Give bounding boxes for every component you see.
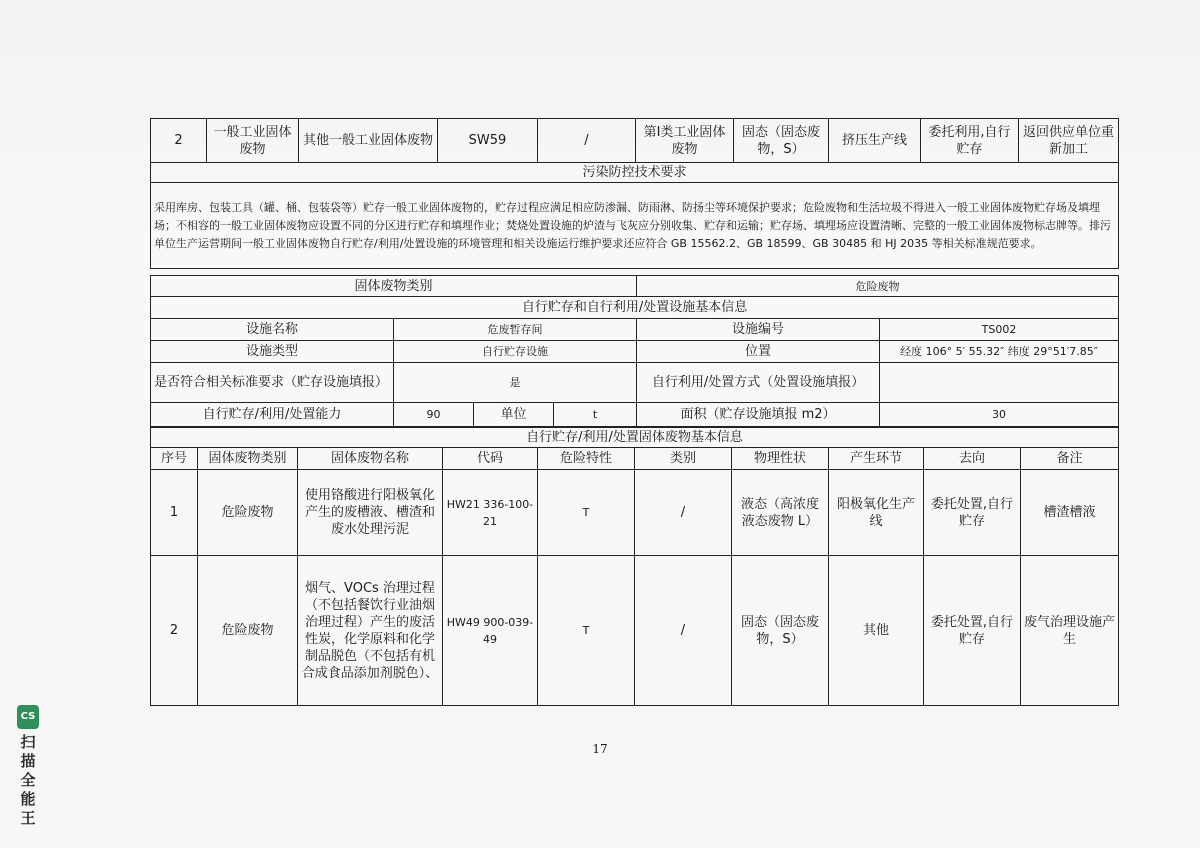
capacity-label: 自行贮存/利用/处置能力	[151, 403, 394, 427]
state-cell: 固态（固态废物，S）	[734, 119, 829, 163]
standard-value: 是	[394, 363, 637, 403]
header-cell: 固体废物名称	[298, 448, 443, 470]
state-cell: 液态（高浓度液态废物 L）	[732, 470, 829, 556]
code-cell: HW49 900-039-49	[443, 556, 538, 706]
standard-label: 是否符合相关标准要求（贮存设施填报）	[151, 363, 394, 403]
state-cell: 固态（固态废物，S）	[732, 556, 829, 706]
facility-name-label: 设施名称	[151, 319, 394, 341]
hazard-cell: T	[538, 470, 635, 556]
name-cell: 使用铬酸进行阳极氧化产生的废槽液、槽渣和废水处理污泥	[298, 470, 443, 556]
waste-class-value: 危险废物	[637, 276, 1119, 297]
capacity-value: 90	[394, 403, 474, 427]
document-table-area	[150, 118, 1118, 706]
unit-value: t	[554, 403, 637, 427]
facility-code-value: TS002	[880, 319, 1119, 341]
header-cell: 类别	[635, 448, 732, 470]
location-value: 经度 106° 5′ 55.32″ 纬度 29°51′7.85″	[880, 341, 1119, 363]
code-cell: HW21 336-100-21	[443, 470, 538, 556]
stage-cell: 阳极氧化生产线	[829, 470, 924, 556]
facility-name-value: 危废暂存间	[394, 319, 637, 341]
hazard-cell: /	[538, 119, 636, 163]
destination-cell: 委托利用,自行贮存	[921, 119, 1019, 163]
class-cell: 第Ⅰ类工业固体废物	[636, 119, 734, 163]
table-row	[151, 470, 1119, 556]
page-number: 17	[592, 742, 608, 756]
category-cell: 危险废物	[198, 470, 298, 556]
scanner-watermark: 扫描全能王	[20, 733, 36, 827]
header-cell: 备注	[1021, 448, 1119, 470]
table-row	[151, 556, 1119, 706]
header-cell: 产生环节	[829, 448, 924, 470]
header-row	[151, 448, 1119, 470]
header-cell: 危险特性	[538, 448, 635, 470]
remark-cell: 槽渣槽液	[1021, 470, 1119, 556]
class-cell: /	[635, 470, 732, 556]
table-row	[151, 119, 1119, 163]
waste-info-table	[150, 427, 1119, 706]
pollution-requirements-text: 采用库房、包装工具（罐、桶、包装袋等）贮存一般工业固体废物的，贮存过程应满足相应防渗漏、防雨淋、防扬尘等环境保护要求；危险废物和生活垃圾不得进入一般工业固体废物贮存场及填埋场；不相容的一般工业固体废物应设置不同的分区进行贮存和填埋作业；焚烧处置设施的炉渣与飞灰应分别收集、贮存和运输；贮存场、填埋场应设置清晰、完整的一般工业固体废物标志牌等。排污单位生产运营期间一般工业固体废物自行贮存/利用/处置设施的环境管理和相关设施运行维护要求还应符合 GB 15562.2、GB 18599、GB 30485 和 HJ 2035 等相关标准规范要求。	[151, 183, 1119, 269]
category-cell: 一般工业固体废物	[207, 119, 299, 163]
waste-class-label: 固体废物类别	[151, 276, 637, 297]
area-value: 30	[880, 403, 1119, 427]
scanner-logo-icon: CS	[17, 705, 39, 729]
name-cell: 烟气、VOCs 治理过程（不包括餐饮行业油烟治理过程）产生的废活性炭，化学原料和化学制品脱色（不包括有机合成食品添加剂脱色）、	[298, 556, 443, 706]
method-label: 自行利用/处置方式（处置设施填报）	[637, 363, 880, 403]
waste-info-section-title: 自行贮存/利用/处置固体废物基本信息	[151, 428, 1119, 448]
header-cell: 固体废物类别	[198, 448, 298, 470]
category-cell: 危险废物	[198, 556, 298, 706]
facility-code-label: 设施编号	[637, 319, 880, 341]
name-cell: 其他一般工业固体废物	[299, 119, 438, 163]
stage-cell: 其他	[829, 556, 924, 706]
seq-cell: 2	[151, 119, 207, 163]
class-cell: /	[635, 556, 732, 706]
area-label: 面积（贮存设施填报 m2）	[637, 403, 880, 427]
remark-cell: 返回供应单位重新加工	[1019, 119, 1119, 163]
source-cell: 挤压生产线	[829, 119, 921, 163]
unit-label: 单位	[474, 403, 554, 427]
pollution-title: 污染防控技术要求	[151, 163, 1119, 183]
location-label: 位置	[637, 341, 880, 363]
header-cell: 去向	[924, 448, 1021, 470]
header-cell: 代码	[443, 448, 538, 470]
seq-cell: 1	[151, 470, 198, 556]
remark-cell: 废气治理设施产生	[1021, 556, 1119, 706]
facility-table	[150, 275, 1119, 427]
facility-type-label: 设施类型	[151, 341, 394, 363]
destination-cell: 委托处置,自行贮存	[924, 556, 1021, 706]
method-value	[880, 363, 1119, 403]
code-cell: SW59	[438, 119, 538, 163]
seq-cell: 2	[151, 556, 198, 706]
hazard-cell: T	[538, 556, 635, 706]
facility-section-title: 自行贮存和自行利用/处置设施基本信息	[151, 297, 1119, 319]
header-cell: 序号	[151, 448, 198, 470]
destination-cell: 委托处置,自行贮存	[924, 470, 1021, 556]
header-cell: 物理性状	[732, 448, 829, 470]
facility-type-value: 自行贮存设施	[394, 341, 637, 363]
general-waste-table	[150, 118, 1119, 269]
